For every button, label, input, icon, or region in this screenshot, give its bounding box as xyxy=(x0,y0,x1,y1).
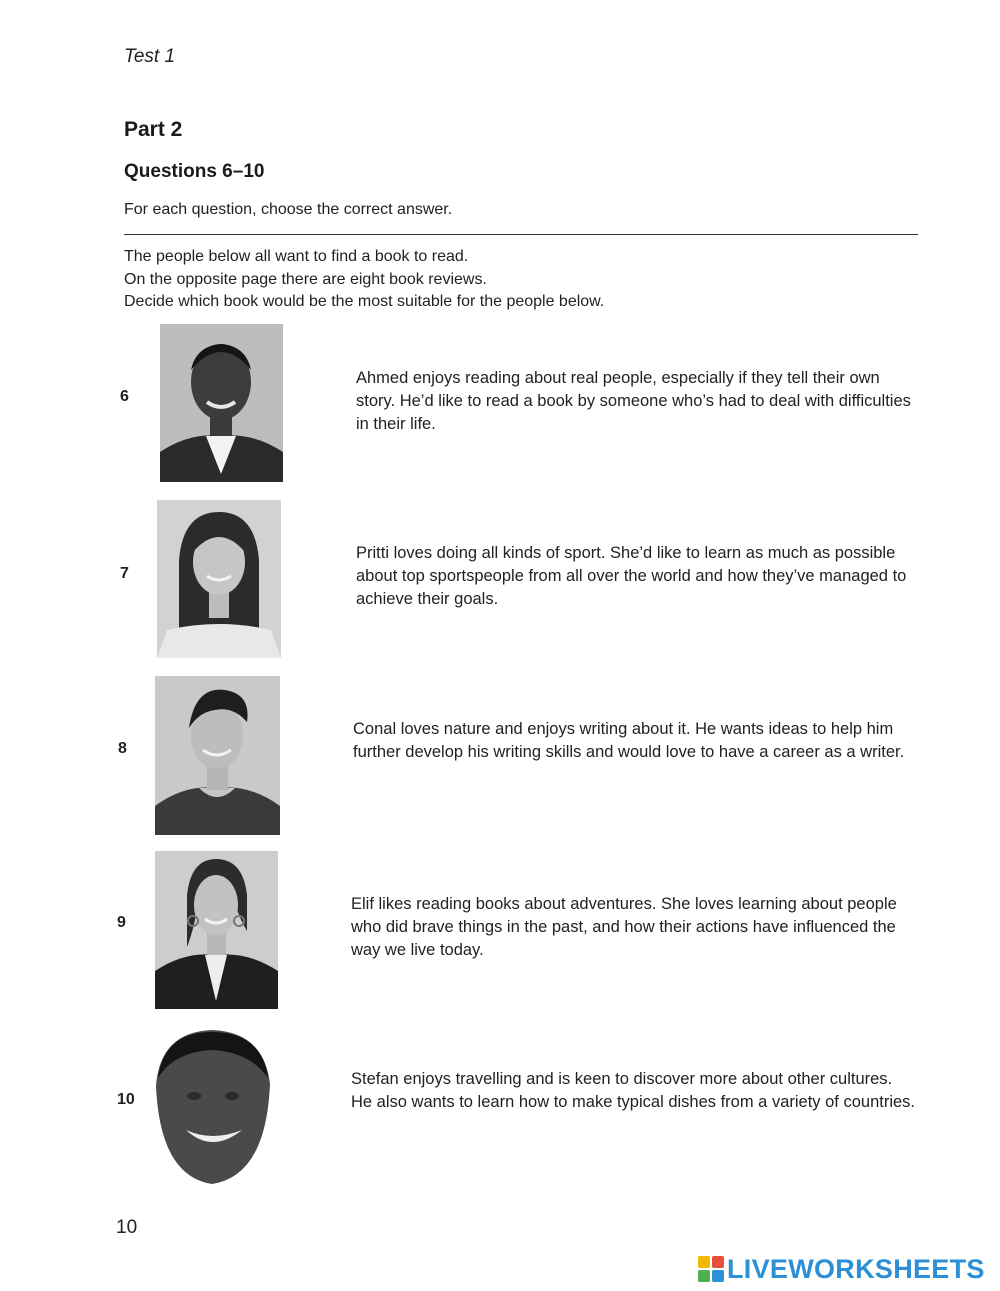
question-text: Elif likes reading books about adventures. She loves learning about people who did brave things in the past, and how their actions have influenced the way we live today. xyxy=(351,895,897,959)
person-photo-pritti xyxy=(157,500,281,658)
part-title: Part 2 xyxy=(124,118,183,141)
logo-square xyxy=(698,1256,710,1268)
logo-square xyxy=(712,1256,724,1268)
question-text: Pritti loves doing all kinds of sport. She’d like to learn as much as possible about top sportspeople from all over the world and how they’ve managed to achieve their goals. xyxy=(356,544,907,608)
person-photo-conal xyxy=(155,676,280,835)
intro-line: On the opposite page there are eight book reviews. xyxy=(124,270,487,288)
liveworksheets-logo[interactable] xyxy=(698,1255,985,1283)
divider xyxy=(124,234,918,235)
question-number: 9 xyxy=(117,914,126,931)
question-text: Conal loves nature and enjoys writing about it. He wants ideas to help him further develop his writing skills and would love to have a career as a writer. xyxy=(353,720,905,761)
person-photo-stefan xyxy=(150,1026,276,1186)
intro-line: Decide which book would be the most suitable for the people below. xyxy=(124,293,605,310)
question-number: 8 xyxy=(118,740,127,757)
question-text: Ahmed enjoys reading about real people, especially if they tell their own story. He’d like to read a book by someone who’s had to deal with difficulties in their life. xyxy=(356,369,911,433)
person-photo-ahmed xyxy=(160,324,283,482)
instruction-text: For each question, choose the correct answer. xyxy=(124,201,453,218)
question-number: 7 xyxy=(120,565,129,582)
question-number: 6 xyxy=(120,388,129,405)
question-number: 10 xyxy=(117,1091,135,1108)
questions-title: Questions 6–10 xyxy=(124,161,265,182)
page-number: 10 xyxy=(116,1217,138,1238)
brand-name: LIVEWORKSHEETS xyxy=(727,1253,985,1284)
liveworksheets-icon xyxy=(698,1256,724,1282)
intro-text xyxy=(124,246,604,314)
logo-square xyxy=(698,1270,710,1282)
intro-line: The people below all want to find a book to read. xyxy=(124,248,469,265)
test-label: Test 1 xyxy=(124,46,176,67)
person-photo-elif xyxy=(155,851,278,1009)
logo-square xyxy=(712,1270,724,1282)
question-text: Stefan enjoys travelling and is keen to discover more about other cultures. He also wants to learn how to make typical dishes from a variety of countries. xyxy=(351,1070,916,1111)
